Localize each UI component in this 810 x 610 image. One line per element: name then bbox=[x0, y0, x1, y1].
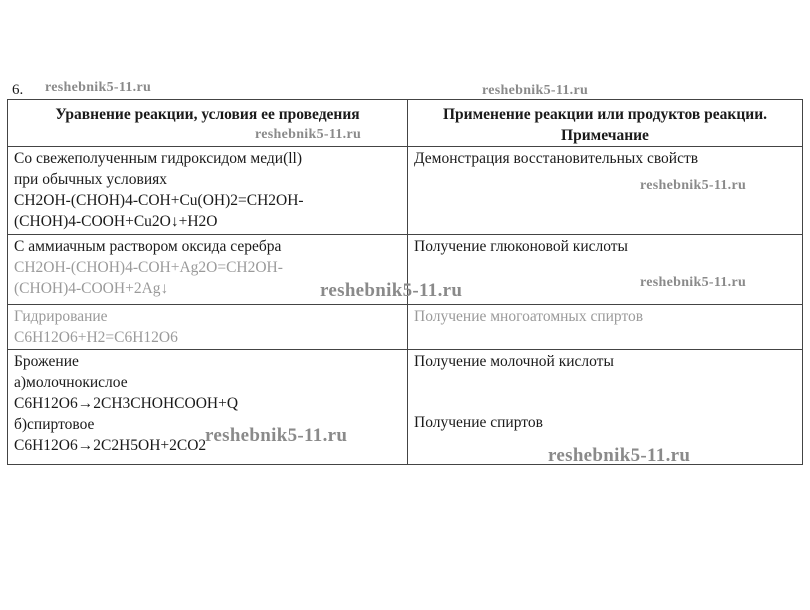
row2-line1: С аммиачным раствором оксида серебра bbox=[14, 238, 282, 255]
row2-right bbox=[408, 235, 803, 305]
row3-right-line1: Получение многоатомных спиртов bbox=[414, 308, 644, 325]
row1-line2: при обычных условиях bbox=[14, 171, 168, 188]
row2-line2: CH2OH-(CHOH)4-COH+Ag2O=CH2OH- bbox=[14, 259, 283, 276]
row1-right-line1: Демонстрация восстановительных свойств bbox=[414, 150, 699, 167]
watermark: reshebnik5-11.ru bbox=[255, 127, 362, 142]
row1-line3: CH2OH-(CHOH)4-COH+Cu(OH)2=CH2OH- bbox=[14, 192, 304, 209]
row4-line4: б)спиртовое bbox=[14, 416, 95, 433]
watermark: reshebnik5-11.ru bbox=[548, 445, 691, 466]
row3-left bbox=[8, 305, 408, 350]
task-number: 6. bbox=[12, 82, 24, 98]
watermark: reshebnik5-11.ru bbox=[640, 275, 747, 290]
header-col2: Применение реакции или продуктов реакции. Примечание bbox=[408, 100, 803, 147]
watermark: reshebnik5-11.ru bbox=[482, 83, 589, 98]
row3-right bbox=[408, 305, 803, 350]
watermark: reshebnik5-11.ru bbox=[205, 425, 348, 446]
row1-left bbox=[8, 147, 408, 235]
row4-line1: Брожение bbox=[14, 353, 79, 370]
row2-line3: (CHOH)4-COOH+2Ag↓ bbox=[14, 280, 169, 297]
row4-left bbox=[8, 350, 408, 465]
row4-line2: а)молочнокислое bbox=[14, 374, 128, 391]
row2-right-line1: Получение глюконовой кислоты bbox=[414, 238, 628, 255]
row1-line1: Со свежеполученным гидроксидом меди(ll) bbox=[14, 150, 303, 167]
row3-line1: Гидрирование bbox=[14, 308, 108, 325]
row3-line2: C6H12O6+H2=C6H12O6 bbox=[14, 329, 178, 346]
table-row bbox=[8, 305, 803, 350]
row4-right-line1: Получение молочной кислоты bbox=[414, 353, 614, 370]
row4-line3: C6H12O6→2CH3CHOHCOOH+Q bbox=[14, 395, 239, 412]
row4-right-line2: Получение спиртов bbox=[414, 414, 543, 431]
row1-line4: (CHOH)4-COOH+Cu2O↓+H2O bbox=[14, 213, 218, 230]
header-col1: Уравнение реакции, условия ее проведения bbox=[8, 100, 408, 147]
table-header-row bbox=[8, 100, 803, 147]
watermark: reshebnik5-11.ru bbox=[640, 178, 747, 193]
row4-line5: C6H12O6→2C2H5OH+2CO2 bbox=[14, 437, 207, 454]
watermark: reshebnik5-11.ru bbox=[45, 80, 152, 95]
watermark: reshebnik5-11.ru bbox=[320, 280, 463, 301]
